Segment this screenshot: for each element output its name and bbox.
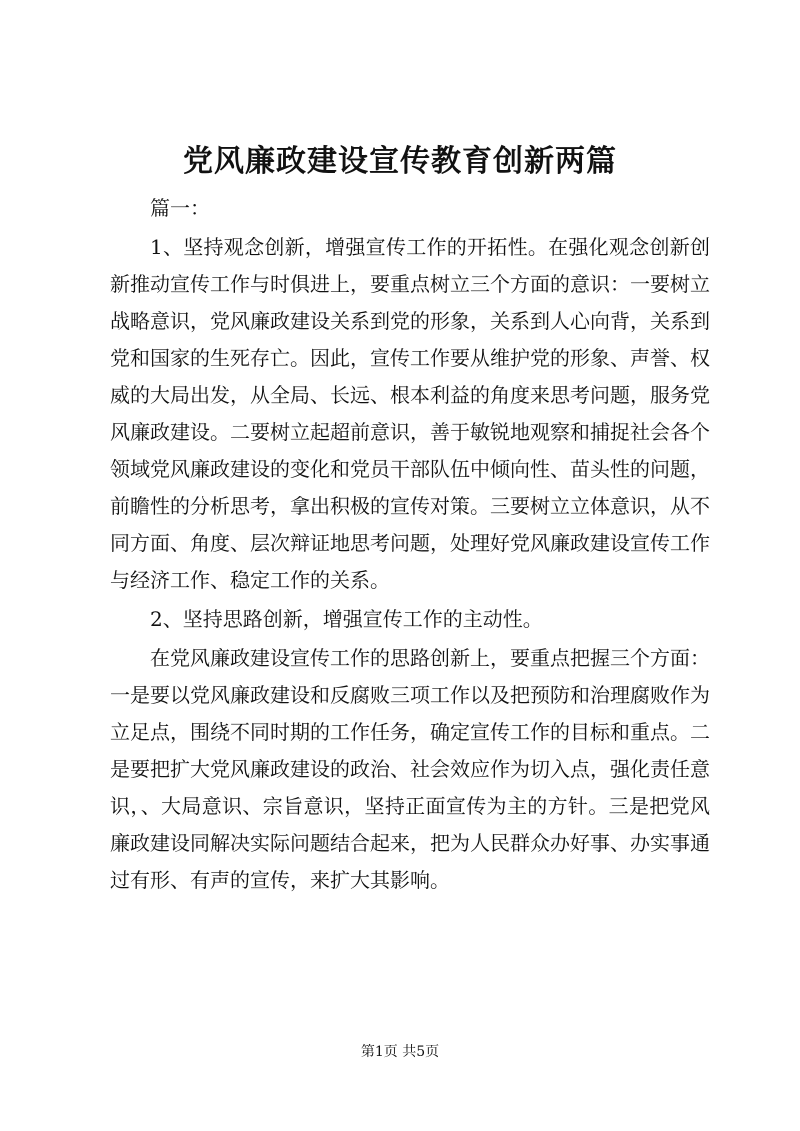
document-title: 党风廉政建设宣传教育创新两篇 <box>183 144 617 179</box>
paragraph-point-2-heading: 2、坚持思路创新，增强宣传工作的主动性。 <box>150 607 543 631</box>
page-number-footer: 第1页 共5页 <box>360 1044 440 1060</box>
document-body <box>110 190 710 901</box>
paragraph-point-1: 1、坚持观念创新，增强宣传工作的开拓性。在强化观念创新创新推动宣传工作与时俱进上，要重点树立三个方面的意识：一要树立战略意识，党风廉政建设关系到党的形象，关系到人心向背，关系到党和国家的生死存亡。因此，宣传工作要从维护党的形象、声誉、权威的大局出发，从全局、长远、根本利益的角度来思考问题，服务党风廉政建设。二要树立起超前意识，善于敏锐地观察和捕捉社会各个领域党风廉政建设的变化和党员干部队伍中倾向性、苗头性的问题，前瞻性的分析思考，拿出积极的宣传对策。三要树立立体意识，从不同方面、角度、层次辩证地思考问题，处理好党风廉政建设宣传工作与经济工作、稳定工作的关系。 <box>110 235 710 592</box>
paragraph-section-heading: 篇一： <box>150 196 210 220</box>
paragraph-point-2-body: 在党风廉政建设宣传工作的思路创新上，要重点把握三个方面：一是要以党风廉政建设和反腐败三项工作以及把预防和治理腐败作为立足点，围绕不同时期的工作任务，确定宣传工作的目标和重点。二是要把扩大党风廉政建设的政治、社会效应作为切入点，强化责任意识，、大局意识、宗旨意识，坚持正面宣传为主的方针。三是把党风廉政建设同解决实际问题结合起来，把为人民群众办好事、办实事通过有形、有声的宣传，来扩大其影响。 <box>110 646 710 892</box>
